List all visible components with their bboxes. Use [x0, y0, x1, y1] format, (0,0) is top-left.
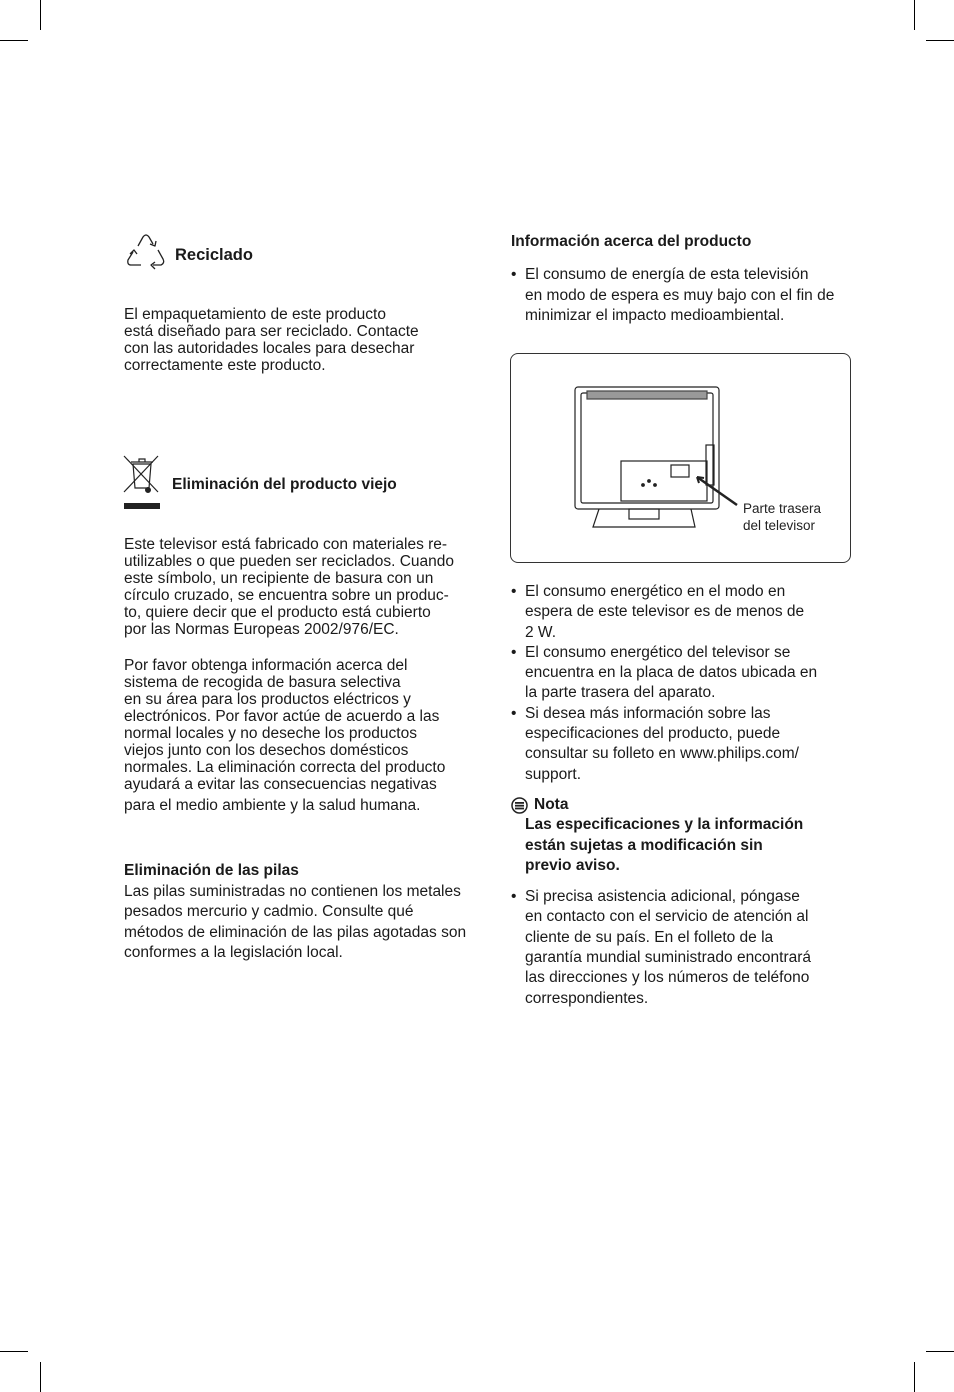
crop-mark	[926, 1351, 954, 1352]
batteries-heading: Eliminación de las pilas	[124, 862, 299, 879]
crop-mark	[0, 40, 28, 41]
list-item: • El consumo de energía de esta televisión en modo de espera es muy bajo con el fin de minimizar el impacto medioambiental.	[511, 265, 851, 326]
batteries-section: Eliminación de las pilas Las pilas suministradas no contienen los metales pesados mercurio y cadmio. Consulte qué métodos de eliminación de las pilas agotadas son conformes a la legislación local.	[124, 862, 467, 961]
list-item: • Si desea más información sobre las especificaciones del producto, puede consultar su folleto en www.philips.com/ support.	[511, 704, 851, 785]
crop-mark	[914, 1362, 915, 1392]
disposal-paragraph-1: Este televisor está fabricado con materiales re- utilizables o que pueden ser reciclados. Cuando este símbolo, un recipiente de basura con un círculo cruzado, se encuentra sobre un produc- to, quiere decir que el producto está cubierto por las Normas Europeas 2002/976/EC.	[124, 536, 455, 638]
crossed-out-wheelie-bin-icon	[122, 454, 162, 512]
product-info-heading: Información acerca del producto	[511, 233, 752, 250]
recycle-icon	[124, 232, 168, 274]
crop-mark	[914, 0, 915, 30]
product-info-bottom	[511, 582, 851, 1009]
crop-mark	[40, 1362, 41, 1392]
disposal-heading: Eliminación del producto viejo	[172, 476, 397, 493]
list-item: • El consumo energético en el modo en espera de este televisor es de menos de 2 W.	[511, 582, 851, 643]
product-info-top	[511, 232, 851, 326]
crop-mark	[0, 1351, 28, 1352]
list-item: • Si precisa asistencia adicional, póngase en contacto con el servicio de atención al cliente de su país. En el folleto de la garantía mundial suministrado encontrará las direcciones y los números de teléfono correspondientes.	[511, 887, 851, 1009]
note-title: Nota	[534, 795, 569, 813]
product-info-intro-list	[511, 265, 851, 326]
note-text: Las especificaciones y la información están sujetas a modificación sin previo aviso.	[525, 816, 804, 874]
tv-rear-diagram	[510, 353, 851, 563]
support-list	[511, 887, 851, 1009]
note-block	[511, 795, 851, 876]
recycling-paragraph: El empaquetamiento de este producto está diseñado para ser reciclado. Contacte con las autoridades locales para desechar correctamente este producto.	[124, 306, 419, 374]
product-info-list	[511, 582, 851, 785]
crop-mark	[40, 0, 41, 30]
tv-rear-view-icon	[573, 385, 743, 535]
recycling-heading: Reciclado	[175, 246, 253, 264]
note-icon	[511, 797, 528, 814]
crop-mark	[926, 40, 954, 41]
list-item: • El consumo energético del televisor se encuentra en la placa de datos ubicada en la parte trasera del aparato.	[511, 643, 851, 704]
disposal-paragraph-2: Por favor obtenga información acerca del sistema de recogida de basura selectiva en su área para los productos eléctricos y electrónicos. Por favor actúe de acuerdo a las normal locales y no deseche los productos viejos junto con los desechos domésticos normales. La eliminación correcta del producto ayudará a evitar las consecuencias negativas para el medio ambiente y la salud humana.	[124, 657, 446, 814]
diagram-label: Parte trasera del televisor	[743, 501, 822, 533]
